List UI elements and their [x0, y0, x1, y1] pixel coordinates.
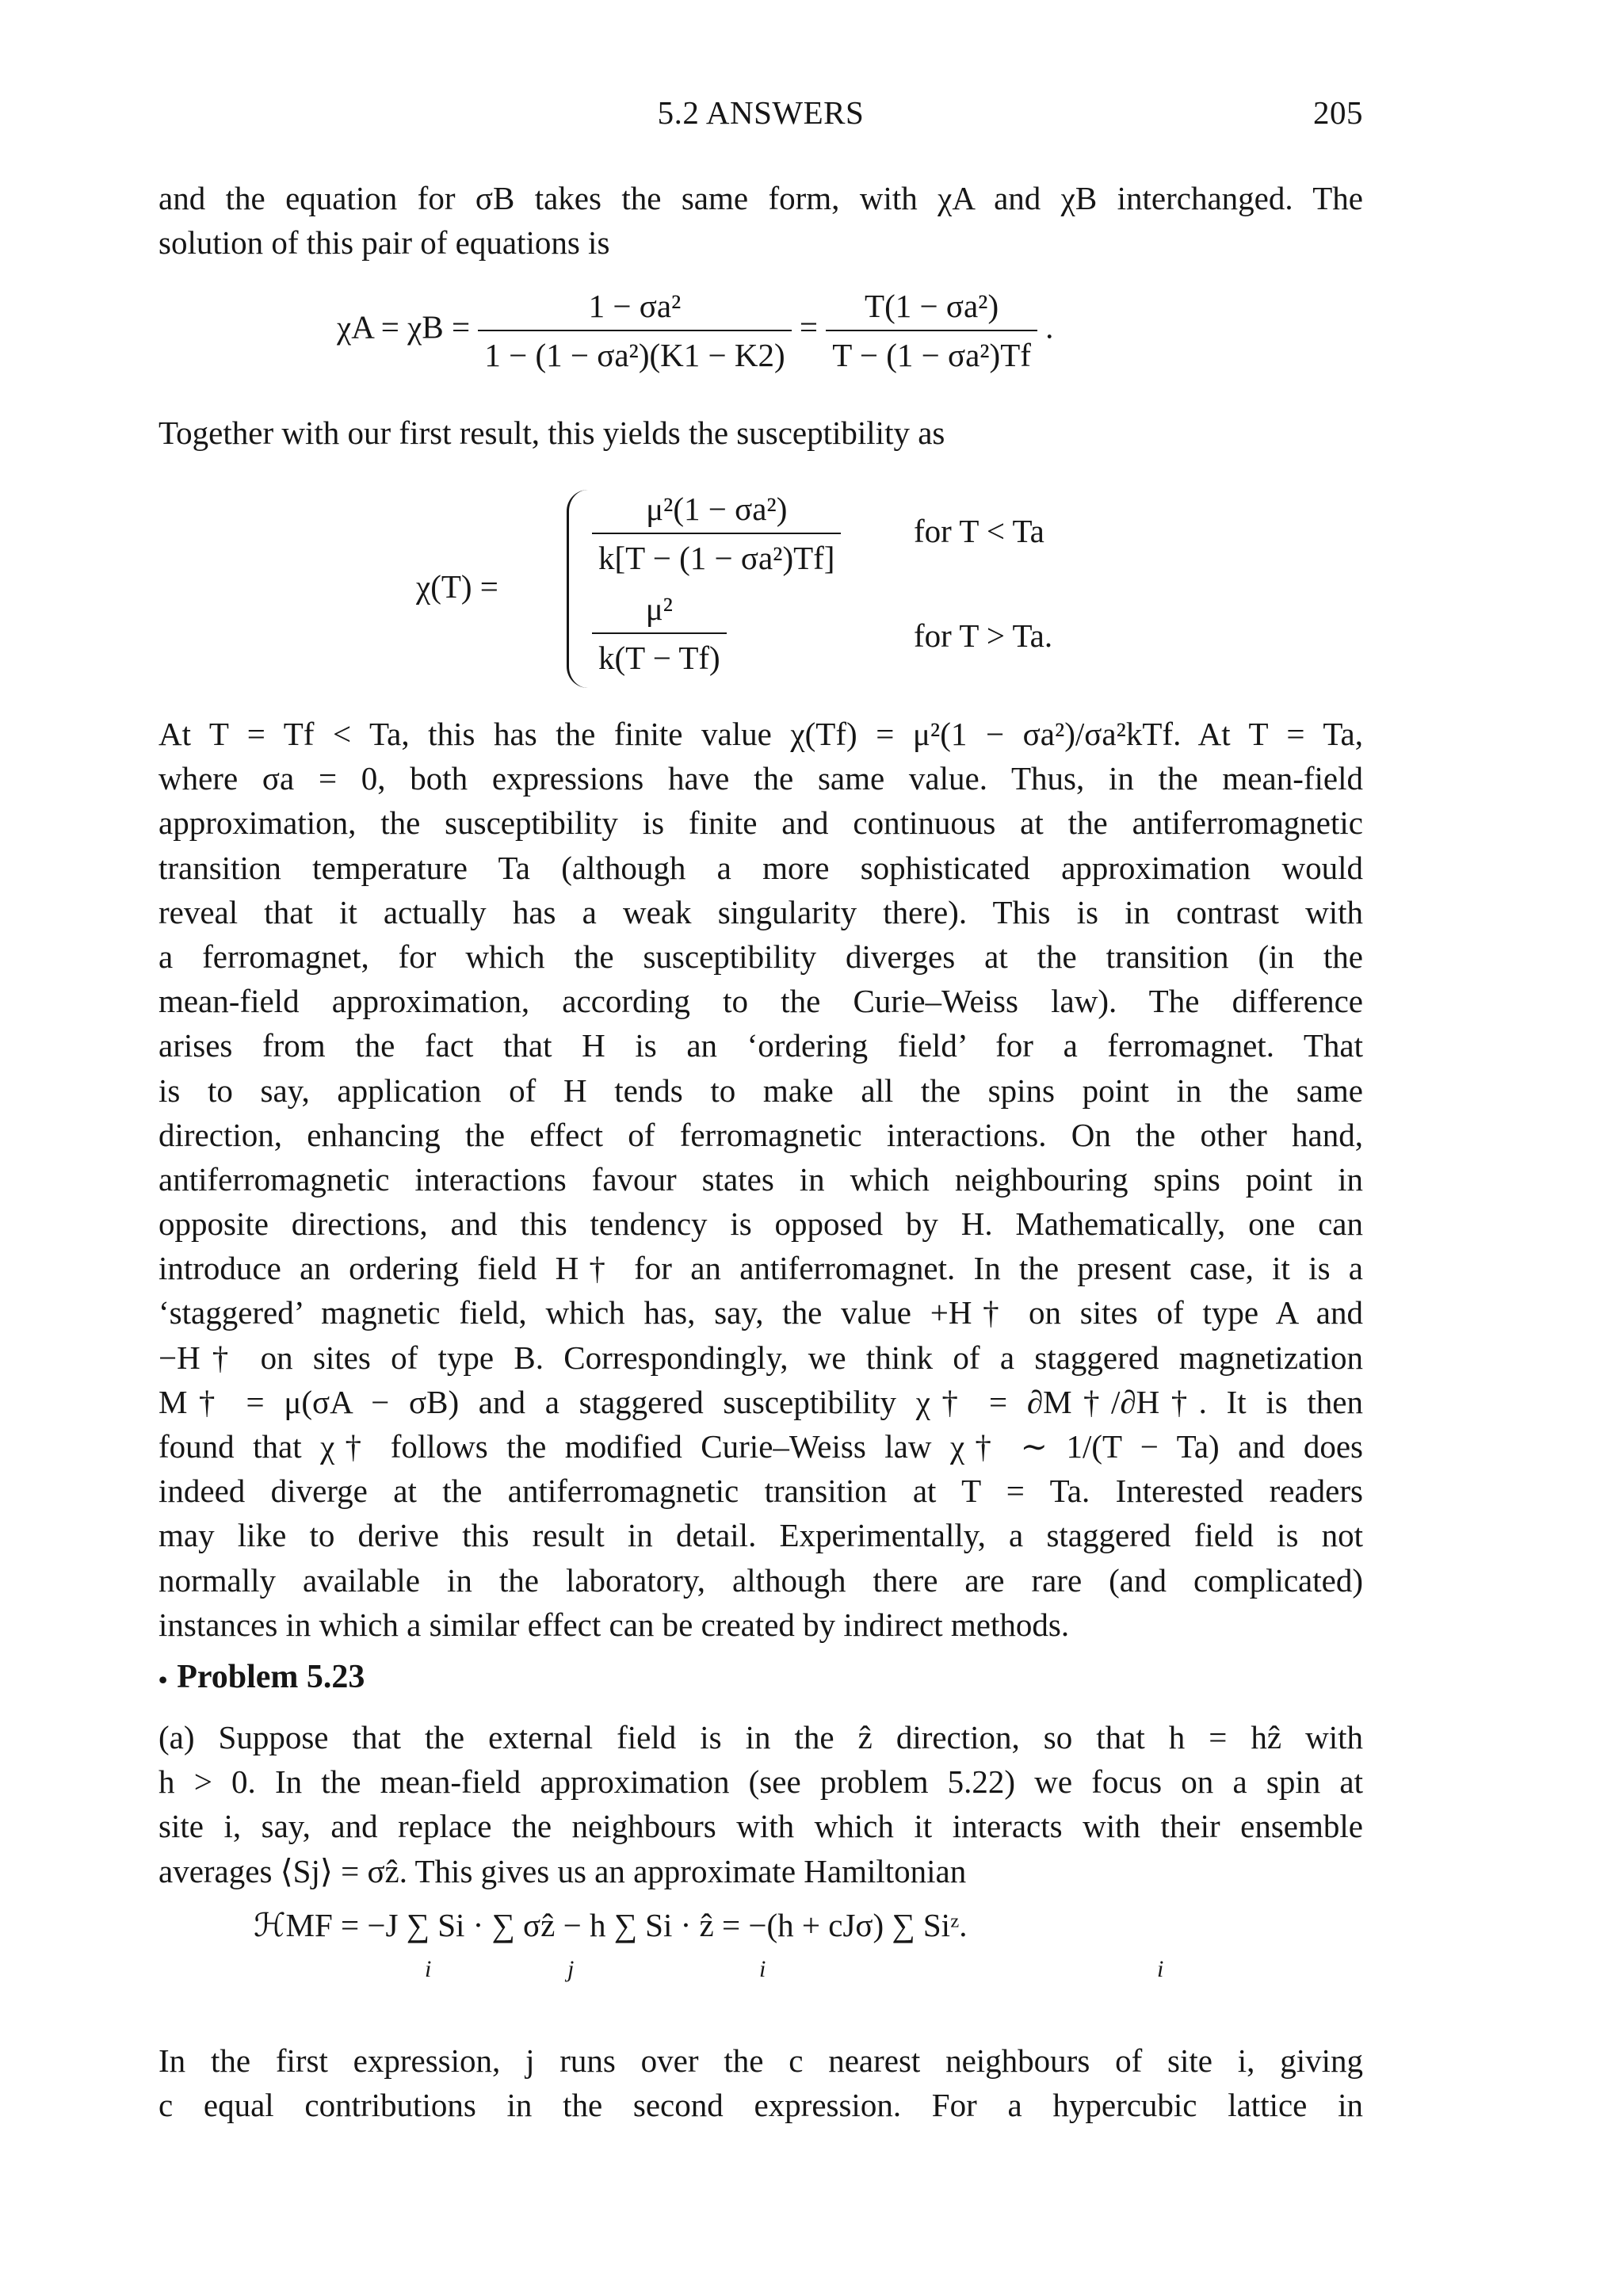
- text-line: site i, say, and replace the neighbours with which it interacts with their ensemble: [158, 1808, 1363, 1845]
- text-line: averages ⟨Sj⟩ = σẑ. This gives us an approximate Hamiltonian: [158, 1852, 967, 1889]
- text-line: h > 0. In the mean-field approximation (see problem 5.22) we focus on a spin at: [158, 1763, 1363, 1801]
- fraction-denominator: 1 − (1 − σa²)(K1 − K2): [484, 337, 785, 373]
- text-line: c equal contributions in the second expression. For a hypercubic lattice in: [158, 2087, 1363, 2124]
- text-line: opposite directions, and this tendency is opposed by H. Mathematically, one can: [158, 1205, 1363, 1243]
- text-line: mean-field approximation, according to the Curie–Weiss law). The difference: [158, 983, 1363, 1020]
- fraction-numerator: μ²(1 − σa²): [592, 490, 841, 534]
- fraction: [826, 287, 1037, 374]
- text-line: where σa = 0, both expressions have the same value. Thus, in the mean-field: [158, 760, 1363, 797]
- fraction-numerator: μ²: [592, 590, 727, 634]
- left-brace: [567, 490, 588, 688]
- fraction: [478, 287, 791, 374]
- text-line: M† = μ(σA − σB) and a staggered susceptibility χ† = ∂M†/∂H†. It is then: [158, 1383, 1363, 1420]
- text-line: found that χ† follows the modified Curie–Weiss law χ† ∼ 1/(T − Ta) and does: [158, 1428, 1363, 1465]
- text-line: indeed diverge at the antiferromagnetic transition at T = Ta. Interested readers: [158, 1473, 1363, 1510]
- fraction-denominator: T − (1 − σa²)Tf: [832, 337, 1031, 373]
- text-line: normally available in the laboratory, although there are rare (and complicated): [158, 1561, 1363, 1599]
- text-line: solution of this pair of equations is: [158, 224, 610, 262]
- text-line: ‘staggered’ magnetic field, which has, say, the value +H† on sites of type A and: [158, 1294, 1363, 1331]
- fraction-numerator: 1 − σa²: [478, 287, 791, 331]
- paragraph-nearest-neighbours: [158, 2038, 1363, 2127]
- equation-lhs: χ(T) =: [416, 568, 498, 605]
- text-line: may like to derive this result in detail. Experimentally, a staggered field is not: [158, 1517, 1363, 1554]
- text-line: a ferromagnet, for which the susceptibility diverges at the transition (in the: [158, 938, 1363, 975]
- fraction-denominator: k[T − (1 − σa²)Tf]: [598, 540, 835, 576]
- text-line: instances in which a similar effect can be created by indirect methods.: [158, 1606, 1070, 1643]
- case2-condition: for T > Ta.: [914, 617, 1053, 654]
- sum-index: j: [567, 1956, 575, 1982]
- text-line: and the equation for σB takes the same form, with χA and χB interchanged. The: [158, 180, 1363, 216]
- sum-index: i: [1157, 1956, 1164, 1982]
- equation-lhs: χA = χB =: [337, 308, 471, 346]
- sum-index: i: [425, 1956, 432, 1982]
- fraction-denominator: k(T − Tf): [598, 640, 720, 676]
- page-header: [158, 94, 1363, 141]
- problem-title: Problem 5.23: [177, 1659, 365, 1695]
- text-line: transition temperature Ta (although a more sophisticated approximation would: [158, 849, 1363, 886]
- paragraph-problem-part-a: [158, 1715, 1363, 1893]
- paragraph-intro: [158, 176, 1363, 265]
- text-line: At T = Tf < Ta, this has the finite value χ(Tf) = μ²(1 − σa²)/σa²kTf. At T = Ta,: [158, 716, 1363, 752]
- text-line: approximation, the susceptibility is finite and continuous at the antiferromagnetic: [158, 804, 1363, 842]
- page-number: 205: [1313, 94, 1363, 131]
- hamiltonian-expression: ℋMF = −J ∑ Si · ∑ σẑ − h ∑ Si · ẑ = −(h + cJσ) ∑ Siᶻ.: [254, 1907, 968, 1943]
- equals-sign: =: [799, 308, 819, 346]
- equation-piecewise-susceptibility: [416, 490, 1129, 688]
- paragraph-discussion: [158, 712, 1363, 1647]
- equation-chi-solution: [337, 287, 1053, 374]
- text-line: is to say, application of H tends to make all the spins point in the same: [158, 1072, 1363, 1109]
- case1-fraction: [592, 490, 841, 577]
- equation-mean-field-hamiltonian: [254, 1906, 968, 1944]
- running-title: 5.2 ANSWERS: [657, 94, 865, 131]
- text-line: In the first expression, j runs over the c nearest neighbours of site i, giving: [158, 2042, 1363, 2079]
- case2-fraction: [592, 590, 727, 677]
- text-line: antiferromagnetic interactions favour states in which neighbouring spins point in: [158, 1160, 1363, 1198]
- bullet-icon: •: [158, 1664, 168, 1694]
- fraction-numerator: T(1 − σa²): [826, 287, 1037, 331]
- paragraph-susceptibility-intro: [158, 411, 1363, 455]
- text-line: Together with our first result, this yields the susceptibility as: [158, 415, 945, 451]
- case1-condition: for T < Ta: [914, 513, 1044, 549]
- equation-punctuation: .: [1045, 308, 1054, 346]
- text-line: direction, enhancing the effect of ferromagnetic interactions. On the other hand,: [158, 1116, 1363, 1153]
- text-line: introduce an ordering field H† for an antiferromagnet. In the present case, it is a: [158, 1250, 1363, 1287]
- text-line: −H† on sites of type B. Correspondingly, we think of a staggered magnetization: [158, 1339, 1363, 1376]
- text-line: (a) Suppose that the external field is in the ẑ direction, so that h = hẑ with: [158, 1719, 1363, 1755]
- problem-heading: [158, 1658, 365, 1696]
- sum-index: i: [759, 1956, 766, 1982]
- text-line: reveal that it actually has a weak singularity there). This is in contrast with: [158, 893, 1363, 930]
- text-line: arises from the fact that H is an ‘ordering field’ for a ferromagnet. That: [158, 1027, 1363, 1064]
